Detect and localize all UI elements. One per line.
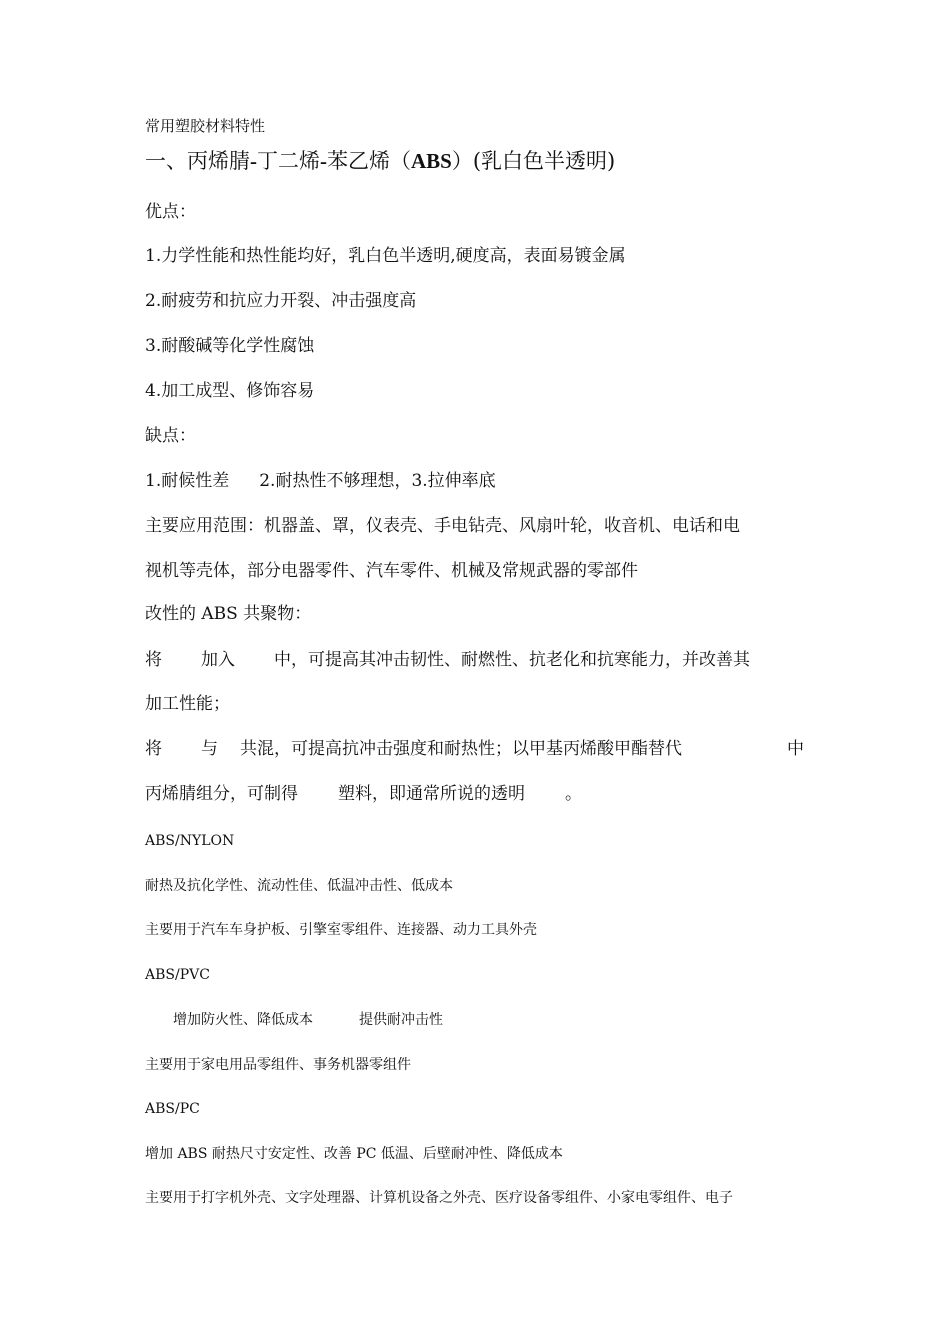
blend-applications: 主要用于汽车车身护板、引擎室零组件、连接器、动力工具外壳 bbox=[145, 922, 537, 938]
modified-2-line-2-b: 塑料，即通常所说的透明 bbox=[338, 784, 525, 804]
section-title-suffix: ）(乳白色半透明) bbox=[451, 149, 616, 173]
modified-1-rest: 中，可提高其冲击韧性、耐燃性、抗老化和抗寒能力，并改善其 bbox=[274, 650, 750, 670]
disadvantage-item: 2.耐热性不够理想，3.拉伸率底 bbox=[259, 471, 496, 491]
modified-paragraph-1-line-1 bbox=[145, 652, 750, 669]
blend-name: ABS/NYLON bbox=[145, 833, 235, 849]
modified-2-end: 中 bbox=[787, 739, 804, 759]
modified-1-word-2: 加入 bbox=[201, 650, 235, 670]
disadvantages-label: 缺点： bbox=[145, 426, 196, 446]
modified-paragraph-2-line-1 bbox=[145, 741, 682, 758]
blend-name: ABS/PC bbox=[145, 1101, 200, 1117]
blend-applications: 主要用于打字机外壳、文字处理器、计算机设备之外壳、医疗设备零组件、小家电零组件、电子 bbox=[145, 1190, 733, 1206]
blend-properties: 耐热及抗化学性、流动性佳、低温冲击性、低成本 bbox=[145, 878, 453, 894]
modified-label: 改性的 ABS 共聚物： bbox=[145, 604, 312, 624]
section-title-mid-2: 苯乙烯（ bbox=[327, 149, 411, 173]
applications-line-1: 主要应用范围：机器盖、罩，仪表壳、手电钻壳、风扇叶轮，收音机、电话和电 bbox=[145, 516, 740, 536]
advantage-item: 1.力学性能和热性能均好，乳白色半透明,硬度高，表面易镀金属 bbox=[145, 246, 626, 266]
applications-line-2: 视机等壳体，部分电器零件、汽车零件、机械及常规武器的零部件 bbox=[145, 561, 638, 581]
section-title-dash-1: - bbox=[250, 149, 257, 173]
blend-properties-part: 增加防火性、降低成本 bbox=[173, 1012, 313, 1028]
blend-properties: 增加 ABS 耐热尺寸安定性、改善 PC 低温、后壁耐冲性、降低成本 bbox=[145, 1146, 563, 1162]
disadvantages-line bbox=[145, 473, 496, 490]
modified-2-word-2: 与 bbox=[201, 739, 218, 759]
modified-2-line-2-c: 。 bbox=[565, 784, 582, 804]
section-title bbox=[145, 151, 615, 172]
modified-2-rest: 共混，可提高抗冲击强度和耐热性；以甲基丙烯酸甲酯替代 bbox=[240, 739, 682, 759]
section-title-prefix: 一、丙烯腈 bbox=[145, 149, 250, 173]
modified-paragraph-2-line-2 bbox=[145, 786, 582, 803]
blend-applications: 主要用于家电用品零组件、事务机器零组件 bbox=[145, 1057, 411, 1073]
section-title-dash-2: - bbox=[320, 149, 327, 173]
blend-name: ABS/PVC bbox=[145, 967, 210, 983]
document-title: 常用塑胶材料特性 bbox=[145, 117, 266, 135]
disadvantage-item: 1.耐候性差 bbox=[145, 471, 230, 491]
advantage-item: 4.加工成型、修饰容易 bbox=[145, 381, 315, 401]
section-title-abbr: ABS bbox=[411, 149, 452, 173]
blend-properties-part: 提供耐冲击性 bbox=[359, 1012, 443, 1028]
blend-properties bbox=[173, 1013, 443, 1027]
modified-paragraph-1-line-2: 加工性能； bbox=[145, 694, 230, 714]
modified-2-word-1: 将 bbox=[145, 739, 162, 759]
modified-2-line-2-a: 丙烯腈组分，可制得 bbox=[145, 784, 298, 804]
advantages-label: 优点： bbox=[145, 202, 196, 222]
advantage-item: 3.耐酸碱等化学性腐蚀 bbox=[145, 336, 315, 356]
modified-1-word-1: 将 bbox=[145, 650, 162, 670]
advantage-item: 2.耐疲劳和抗应力开裂、冲击强度高 bbox=[145, 291, 417, 311]
section-title-mid: 丁二烯 bbox=[257, 149, 320, 173]
